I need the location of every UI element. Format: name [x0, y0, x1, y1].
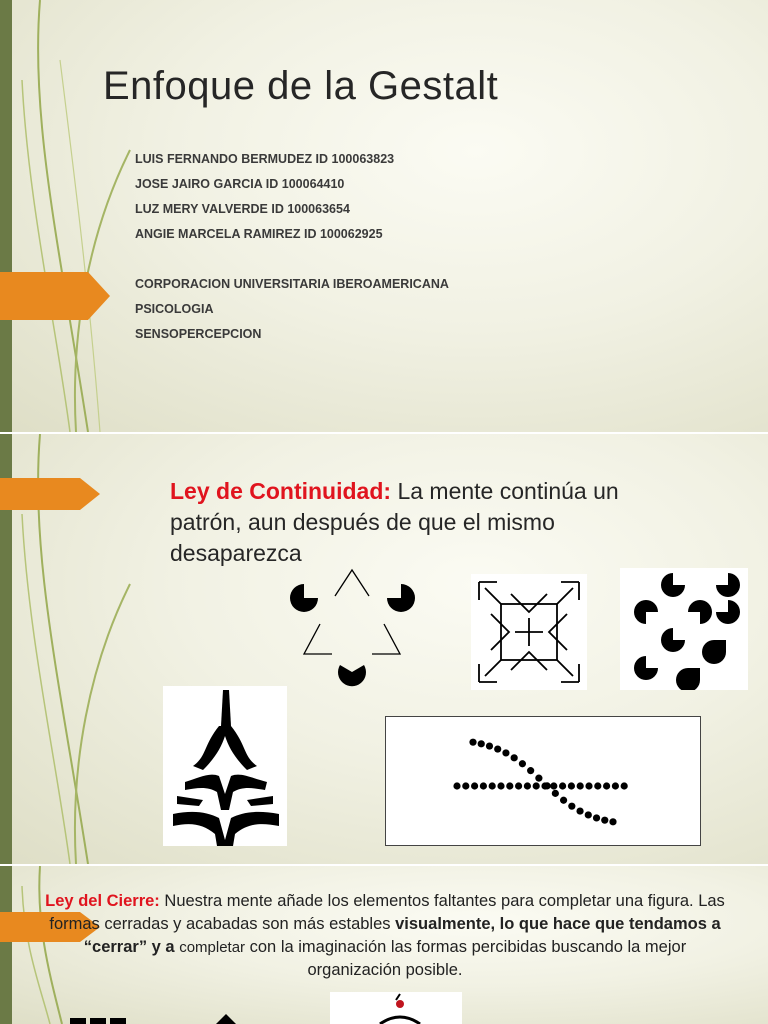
dot: [519, 760, 526, 767]
dot: [585, 811, 592, 818]
author-1: LUIS FERNANDO BERMUDEZ ID 100063823: [135, 152, 395, 166]
kanizsa-triangle-image: [280, 568, 425, 700]
dot: [489, 782, 496, 789]
dot: [621, 782, 628, 789]
orange-arrow: [0, 272, 110, 320]
slide-title: [0, 0, 768, 432]
dot: [568, 782, 575, 789]
dot: [601, 817, 608, 824]
dot: [462, 782, 469, 789]
author-list: [135, 147, 449, 347]
dot: [511, 754, 518, 761]
author-3: LUZ MERY VALVERDE ID 100063654: [135, 202, 350, 216]
dot: [486, 742, 493, 749]
program-name: PSICOLOGIA: [135, 302, 214, 316]
author-2: JOSE JAIRO GARCIA ID 100064410: [135, 177, 345, 191]
dot: [515, 782, 522, 789]
dot: [535, 775, 542, 782]
dot: [559, 782, 566, 789]
dot: [594, 782, 601, 789]
dot: [609, 818, 616, 825]
square-continuity-image: [471, 574, 587, 690]
dot: [544, 782, 551, 789]
dot: [480, 782, 487, 789]
dot: [533, 782, 540, 789]
institution-name: CORPORACION UNIVERSITARIA IBEROAMERICANA: [135, 277, 449, 291]
dot: [568, 803, 575, 810]
orange-arrow: [0, 478, 100, 510]
dot: [576, 807, 583, 814]
dot: [552, 790, 559, 797]
dot: [550, 782, 557, 789]
dotted-lines-image: [385, 716, 701, 846]
law-label: Ley del Cierre:: [45, 892, 160, 910]
dot: [577, 782, 584, 789]
dot: [469, 739, 476, 746]
dot: [471, 782, 478, 789]
author-4: ANGIE MARCELA RAMIREZ ID 100062925: [135, 227, 383, 241]
dot: [506, 782, 513, 789]
circle-arrows-image: [620, 568, 748, 690]
course-name: SENSOPERCEPCION: [135, 327, 262, 341]
dot: [453, 782, 460, 789]
dot: [593, 814, 600, 821]
closure-figure-left: [66, 1004, 266, 1024]
dot: [502, 749, 509, 756]
dot: [560, 797, 567, 804]
law-description: La mente continúa un patrón, aun después de que el mismo desaparezca: [170, 478, 619, 566]
page-title: Enfoque de la Gestalt: [103, 64, 499, 108]
dot: [494, 745, 501, 752]
slide-continuity: [0, 434, 768, 864]
dot: [497, 782, 504, 789]
ribbon-illusion-image: [163, 686, 287, 846]
continuity-text: [170, 476, 690, 569]
dot: [478, 740, 485, 747]
dot: [612, 782, 619, 789]
dot: [585, 782, 592, 789]
law-label: Ley de Continuidad:: [170, 478, 392, 504]
closure-text: Ley del Cierre: Nuestra mente añade los elementos faltantes para completar una figura. Las formas cerradas y acabadas son más estables visualmente, lo que hace que tendamos a “cerrar” y a completar con la imaginación las formas percibidas buscando la mejor organización posible.: [45, 892, 725, 979]
dot: [527, 767, 534, 774]
dot: [524, 782, 531, 789]
slide-closure: [0, 866, 768, 1024]
closure-figure-right: [330, 992, 462, 1024]
dot: [603, 782, 610, 789]
